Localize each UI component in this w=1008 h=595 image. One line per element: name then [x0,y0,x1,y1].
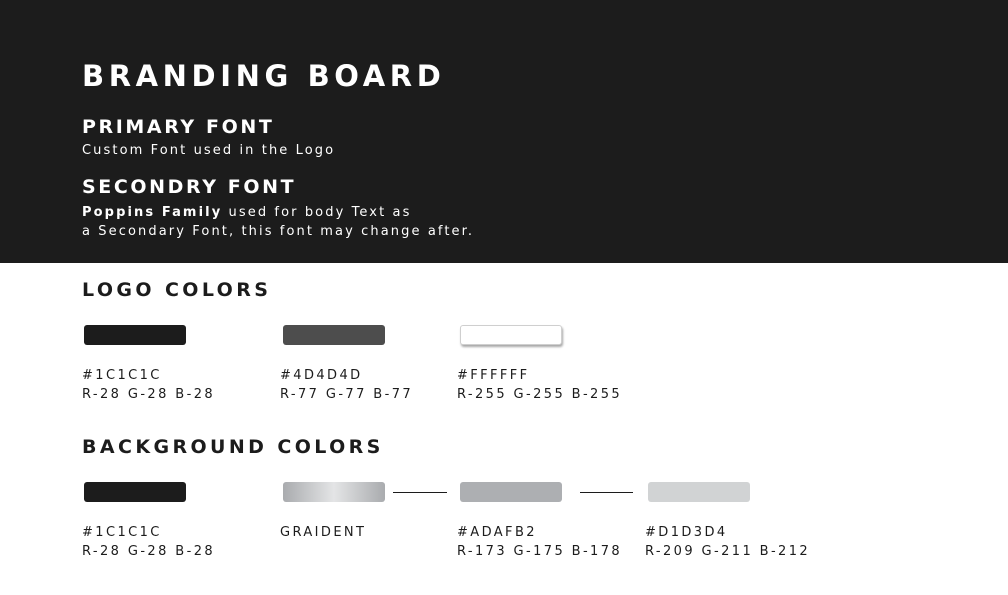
logo-color-swatch-gray [283,325,385,345]
logo-color-hex: #4D4D4D [280,368,363,383]
logo-color-hex: #FFFFFF [457,368,530,383]
secondary-font-description-line2: a Secondary Font, this font may change after. [82,224,475,239]
gradient-connector-line [393,492,447,493]
background-colors-heading: BACKGROUND COLORS [82,436,384,458]
background-color-swatch-light-gray [648,482,750,502]
page-title: BRANDING BOARD [82,59,446,93]
font-family-name: Poppins Family [82,205,223,220]
background-color-rgb: R-173 G-175 B-178 [457,544,623,559]
secondary-font-heading: SECONDRY FONT [82,176,297,198]
logo-color-swatch-dark [84,325,186,345]
logo-colors-heading: LOGO COLORS [82,279,272,301]
gradient-connector-line [580,492,633,493]
primary-font-description: Custom Font used in the Logo [82,143,336,158]
logo-color-swatch-white [460,325,562,345]
background-color-rgb: R-28 G-28 B-28 [82,544,216,559]
gradient-label: GRAIDENT [280,525,367,540]
logo-color-hex: #1C1C1C [82,368,162,383]
logo-color-rgb: R-77 G-77 B-77 [280,387,414,402]
header-panel [0,0,1008,263]
secondary-font-description-rest: used for body Text as [222,205,412,220]
logo-color-rgb: R-255 G-255 B-255 [457,387,623,402]
background-color-swatch-mid-gray [460,482,562,502]
background-color-hex: #ADAFB2 [457,525,537,540]
background-color-swatch-dark [84,482,186,502]
background-color-hex: #1C1C1C [82,525,162,540]
logo-color-rgb: R-28 G-28 B-28 [82,387,216,402]
background-color-rgb: R-209 G-211 B-212 [645,544,811,559]
background-color-hex: #D1D3D4 [645,525,728,540]
secondary-font-description [82,204,411,222]
primary-font-heading: PRIMARY FONT [82,116,275,138]
background-gradient-swatch [283,482,385,502]
